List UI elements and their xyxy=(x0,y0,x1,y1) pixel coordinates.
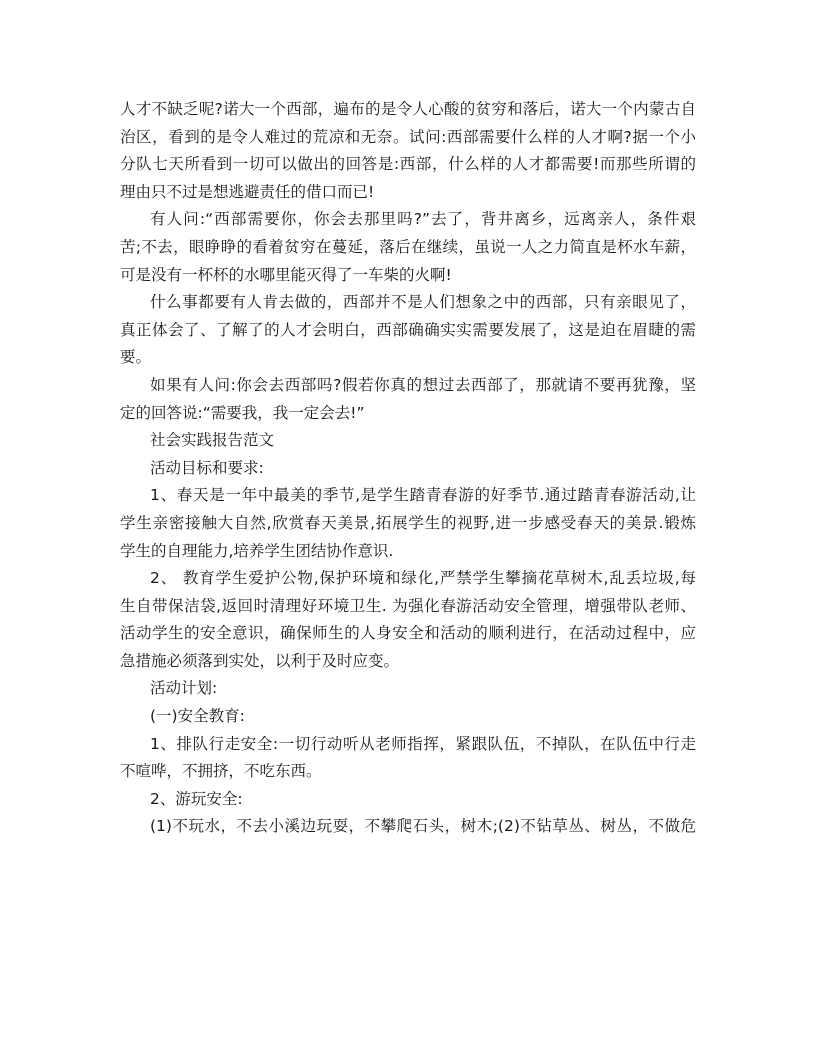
document-page xyxy=(120,96,696,841)
text-line: 生自带保洁袋,返回时清理好环境卫生. 为强化春游活动安全管理，增强带队老师、 xyxy=(120,596,696,615)
section-heading: 2、游玩安全: xyxy=(150,789,243,808)
text-line: 人才不缺乏呢?诺大一个西部，遍布的是令人心酸的贫穷和落后，诺大一个内蒙古自 xyxy=(120,100,696,118)
text-line: 急措施必须落到实处，以利于及时应变。 xyxy=(120,651,400,670)
text-line: 定的回答说:“需要我，我一定会去!” xyxy=(120,403,365,422)
text-line: 治区，看到的是令人难过的荒凉和无奈。试问:西部需要什么样的人才啊?据一个小 xyxy=(120,127,696,146)
text-line: (1)不玩水，不去小溪边玩耍，不攀爬石头，树木;(2)不钻草丛、树丛，不做危 xyxy=(150,817,696,836)
section-heading: (一)安全教育: xyxy=(150,707,245,726)
text-line: 2、 教育学生爱护公物,保护环境和绿化,严禁学生攀摘花草树木,乱丢垃圾,每 xyxy=(150,569,696,588)
section-heading: 活动计划: xyxy=(150,679,218,698)
text-line: 要。 xyxy=(120,348,152,367)
text-line: 学生的自理能力,培养学生团结协作意识. xyxy=(120,541,394,560)
text-line: 苦;不去，眼睁睁的看着贫穷在蔓延，落后在继续，虽说一人之力简直是杯水车薪， xyxy=(120,237,696,256)
text-line: 理由只不过是想逃避责任的借口而已! xyxy=(120,182,375,201)
text-line: 有人问:“西部需要你，你会去那里吗?”去了，背井离乡，远离亲人，条件艰 xyxy=(150,210,696,229)
section-heading: 活动目标和要求: xyxy=(150,458,264,477)
text-line: 学生亲密接触大自然,欣赏春天美景,拓展学生的视野,进一步感受春天的美景.锻炼 xyxy=(120,513,696,532)
text-line: 活动学生的安全意识，确保师生的人身安全和活动的顺利进行，在活动过程中，应 xyxy=(120,624,696,643)
text-line: 1、排队行走安全:一切行动听从老师指挥，紧跟队伍，不掉队，在队伍中行走 xyxy=(150,734,696,753)
text-line: 真正体会了、了解了的人才会明白，西部确确实实需要发展了，这是迫在眉睫的需 xyxy=(120,320,696,339)
text-line: 如果有人问:你会去西部吗?假若你真的想过去西部了，那就请不要再犹豫，坚 xyxy=(150,375,696,394)
section-heading: 社会实践报告范文 xyxy=(150,431,275,450)
text-line: 分队七天所看到一切可以做出的回答是:西部，什么样的人才都需要!而那些所谓的 xyxy=(120,155,696,174)
text-line: 可是没有一杯杯的水哪里能灭得了一车柴的火啊! xyxy=(120,265,452,284)
text-line: 不喧哗，不拥挤，不吃东西。 xyxy=(120,762,322,781)
text-line: 什么事都要有人肯去做的，西部并不是人们想象之中的西部，只有亲眼见了， xyxy=(150,293,696,312)
text-line: 1、春天是一年中最美的季节,是学生踏青春游的好季节.通过踏青春游活动,让 xyxy=(150,486,696,505)
